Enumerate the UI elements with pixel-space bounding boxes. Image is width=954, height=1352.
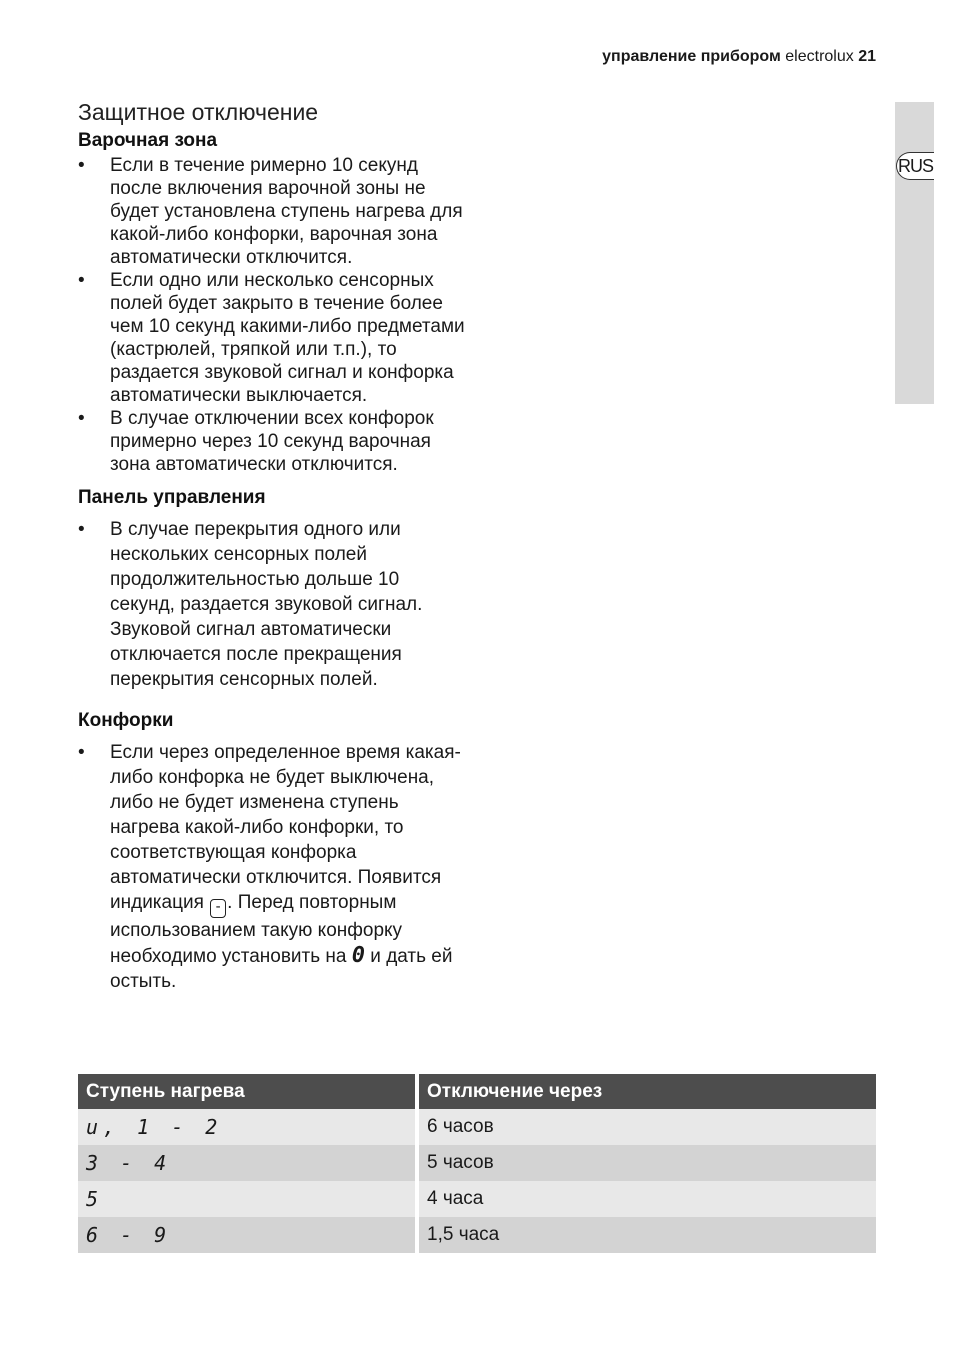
table-row <box>78 1145 876 1181</box>
shutdown-table <box>78 1074 876 1253</box>
bullet-icon: • <box>78 155 85 176</box>
list-item: • В случае перекрытия одного или нескольких сенсорных полей продолжительностью дольше 10 секунд, раздается звуковой сигнал. Звуковой сигнал автоматически отключается после прекращения перекрытия сенсорных полей. <box>78 519 423 690</box>
header-section: управление прибором <box>602 48 781 65</box>
control-panel-list <box>78 517 468 692</box>
burners-list <box>78 740 468 994</box>
zero-digit-icon: 0 <box>351 943 366 968</box>
shutdown-time-cell: 1,5 часа <box>419 1217 876 1253</box>
column-header-level: Ступень нагрева <box>78 1074 419 1109</box>
heat-level-cell: 5 <box>78 1181 419 1217</box>
section-heading-burners: Конфорки <box>78 710 174 731</box>
cooking-zone-list <box>78 154 468 476</box>
page-header <box>602 47 876 67</box>
list-item: • Если в течение римерно 10 секунд после включения варочной зоны не будет установлена ступень нагрева для какой-либо конфорки, варочная зона автоматически отключится. <box>78 155 463 268</box>
bullet-icon: • <box>78 519 85 540</box>
column-header-time: Отключение через <box>419 1074 876 1109</box>
list-item: • В случае отключении всех конфорок примерно через 10 секунд варочная зона автоматически отключится. <box>78 408 434 475</box>
shutdown-time-cell: 4 часа <box>419 1181 876 1217</box>
bullet-icon: • <box>78 742 85 763</box>
side-tab <box>895 102 934 404</box>
minus-indicator-icon: - <box>210 899 226 918</box>
heat-level-cell: 6 - 9 <box>78 1217 419 1253</box>
page-title: Защитное отключение <box>78 99 319 125</box>
list-item: • Если через определенное время какая-либо конфорка не будет выключена, либо не будет изменена ступень нагрева какой-либо конфорки, то соответствующая конфорка автоматически отключится. Появится индикация - . Перед повторным использованием такую конфорку необходимо установить на 0 и дать ей остыть. <box>78 742 461 992</box>
table-row <box>78 1109 876 1145</box>
language-badge: RUS <box>896 152 934 180</box>
heat-level-cell: u, 1 - 2 <box>78 1109 419 1145</box>
header-brand: electrolux <box>785 48 854 65</box>
bullet-icon: • <box>78 408 85 429</box>
shutdown-time-cell: 5 часов <box>419 1145 876 1181</box>
main-content <box>78 96 468 994</box>
section-heading-control-panel: Панель управления <box>78 487 266 508</box>
bullet-icon: • <box>78 270 85 291</box>
page-number: 21 <box>858 48 876 65</box>
table-header-row <box>78 1074 876 1109</box>
heat-level-cell: 3 - 4 <box>78 1145 419 1181</box>
table-row <box>78 1181 876 1217</box>
list-item: • Если одно или несколько сенсорных полей будет закрыто в течение более чем 10 секунд какими-либо предметами (кастрюлей, тряпкой или т.п.), то раздается звуковой сигнал и конфорка автоматически выключается. <box>78 270 465 406</box>
shutdown-time-cell: 6 часов <box>419 1109 876 1145</box>
section-heading-cooking-zone: Варочная зона <box>78 130 218 151</box>
table-row <box>78 1217 876 1253</box>
